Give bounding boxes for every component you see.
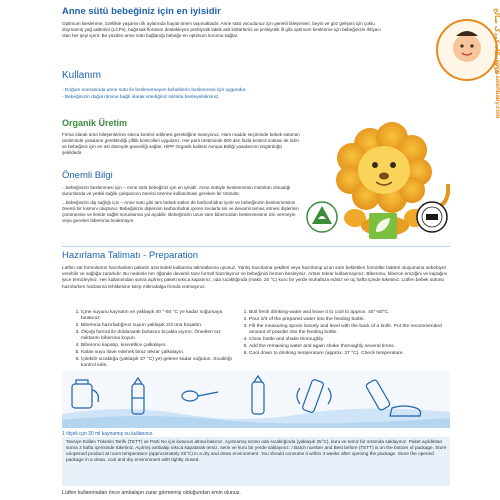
usage-section <box>62 70 402 101</box>
bio-certificate-icon <box>305 200 339 234</box>
usage-title: Kullanım <box>62 70 101 81</box>
step-item: 1. Boil fresh drinking-water and leave it to cool to approx. 40°-50°C. <box>249 310 450 316</box>
step-item: 4. Biberonu kapatıp, kuvvetlice çalkalayın. <box>81 343 232 349</box>
preparation-body: Lütfen süt formülünün hazırlanken paketin üzerindeki kullanma talimatlarına uyunuz. Yanlış hazırlama şekilleri veya hazırlanıp uzun süre bekletilen formüller bakteri oluşumuna sebebiyet verebilir ve sağlığa zararlıdır. Bu nedenle her öğünde devamlı taze formül hazırlayınız ve bebeğinizi hemen besleyiniz. Artanı tekrar kullanmayınız. Biberonu, biberon emziğini ve kapağını iyice temizleyiniz. Her kullanımdan sonra açılmış paketi sıkıca kapatınız, oda sıcaklığında (maks. 25 °C) kuru bir yerde muhafaza ediniz ve üç hafta içinde tüketiniz. Lütfen bebek sütünü hazırlarken hazlanma tehlikesine karşı mikrodalga fırında ısıtmayınız. <box>62 265 448 289</box>
preparation-section <box>62 250 450 290</box>
important-section <box>62 170 302 224</box>
store-logo-url: www.salehbaby.com <box>494 60 500 119</box>
step-item: 5. Kalan suyu ilave edenek biraz tekrar çalkalayın. <box>81 350 232 356</box>
usage-bullet: - Bebeğinizin doğal ritmine bağlı olarak istediğiniz sıklıkta besleyebilirsiniz. <box>62 95 220 100</box>
steps-english <box>240 310 450 358</box>
step-item: 2. Biberona hazırladığınız suyun yaklaşık 2/3 ünü boşaltın. <box>81 323 232 329</box>
organic-seal-icon <box>415 200 449 234</box>
important-title: Önemli Bilgi <box>62 170 113 181</box>
intro-body: Optimum Beslenme, özellikle yaşamın ilk aylarında hayati önem taşımaktadır. Anne sütü vücudunuz için gerekli bileşenleri, beyin ve göz gelişimi için çoklu doymamış yağ asitlerini (LCPs), bağırsak florasını destekleyen prebiyotik laktik asit kültürlerini ve probiyotik lif gibi optimum beslenme için bebeğinizin ihtiyacı olan her şeyi içerir. Bu yüzden anne sütü bağlanığı bebeğe en optimum koruma sağlar. <box>62 21 381 38</box>
organic-section <box>62 118 302 156</box>
final-note: Lütfen kullanmadan önce ambalajın zarar görmemiş olduğundan emin olunuz. <box>62 490 241 496</box>
important-body-2: ...bebeğinizin diş sağlığı için – Anne sütü gibi tüm bebek sütleri de karbonhidrat içerir ve bebeğinizin beslenmesinin önemli bir kısmını oluşturur. Bebeğinizin dişlerinin karbonhidrat içeren sıvılarla sık ve devamlı temas etmesi dişlerinin çürümesine ve ileride sağlık sorunlarına yol açabilir. Bebeğinizin uzun süre biberondan beslenmesine izin vermeyin veya geceleri biberonla bırakmayın. <box>62 200 299 223</box>
organic-title: Organik Üretim <box>62 118 128 128</box>
leaf-certificate-icon <box>368 212 398 240</box>
steps-turkish <box>72 310 232 370</box>
step-item: 5. Add the remaining water and again shake thoroughly several times. <box>249 344 450 350</box>
usage-bullet: - Doğum sonrasında anne sütü ile beslenemeyen bebeklerin beslenmesi için uygundur. <box>62 88 247 93</box>
intro-section <box>62 6 382 39</box>
organic-body: Firma olarak ürün bileşenlerinin sıkıca kontrol edilmesi gerektiğine inanıyoruz. Ham madde seçiminde bebek sütünün üretiminde yasaların gerektirdiği çiftlik kontrolleri uygularız. Her parti üretiminde 600 den fazla kontrol noktası ile sizin ve bebeğiniz için en üst düzeyde güvenliği sağlar. HiPP Organik kalitesi Avrupa Birliği yasalarının öngördüğü şekildedir. <box>62 132 300 155</box>
step-item: 4. Close bottle and shake thoroughly. <box>249 337 450 343</box>
preparation-title: Hazırlama Talimatı - Preparation <box>62 250 199 261</box>
preparation-steps-icon <box>62 370 450 428</box>
step-item: 2. Pour 2/3 of the prepared water into the feeding bottle. <box>249 317 450 323</box>
step-item: 3. Fill the measuring spoon loosely and level with the back of a knife. Put the recommended amount of powder into the feeding bottle. <box>249 324 450 337</box>
step-item: 6. İçilebilir sıcaklığa (yaklaşık 37 °C) ye) gelene kadar soğutun. Sıcaklığı kontrol edin. <box>81 357 232 370</box>
step-item: 6. Cool down to drinking temperature (approx. 37 °C). Check temperature. <box>249 351 450 357</box>
important-body-1: ...bebeğinizin beslenmesi için – Anne sütü bebeğiniz için en iyisidir. Anne sütüyle beslenmenin mümkün olmadığı durumlarda ve yetkili sağlık çalışanının önerisi üzerine kullanılması gereken bir üründür. <box>62 185 291 196</box>
step-item: 1. İçme suyunu kaynatın ve yaklaşık 40 °-50 °C ye kadar soğumaya bırakınız. <box>81 310 232 323</box>
illustration-note: 1 ölçek için 30 ml kaynamış su kullanınız. <box>62 431 154 437</box>
step-item: 3. Ölçeği formül ile doldurarak fazlasını bıçakla sıyırın. Önerilen toz miktarını biberona koyun. <box>81 330 232 343</box>
storage-info-text: Tavsiye Edilen Tüketim Tarihi (TETT) ve Parti No için kutunun altına bakınız. Açılmamış ürünü oda sıcaklığında (yaklaşık 25°C), kuru ve temiz bir ortamda saklayınız. Paket açıldıktan sonra 3 hafta içerisinde tüketiniz. Açılmış ambalajı sıkıca kapatarak temiz, serin ve kuru bir yerde saklayınız. / Batch number and Best before (TETT) is on the bottom of package. Store unopened product at room temperature (approximately 25°C) in a dry and clean environment. You should consume it within 3 weeks after opening the package. Store the opened package in a clean, cool and dry environment with tightly closed. <box>66 439 447 462</box>
store-logo-arabic: فروشگاه کودک صالح <box>493 8 500 75</box>
intro-title: Anne sütü bebeğiniz için en iyisidir <box>62 6 221 17</box>
